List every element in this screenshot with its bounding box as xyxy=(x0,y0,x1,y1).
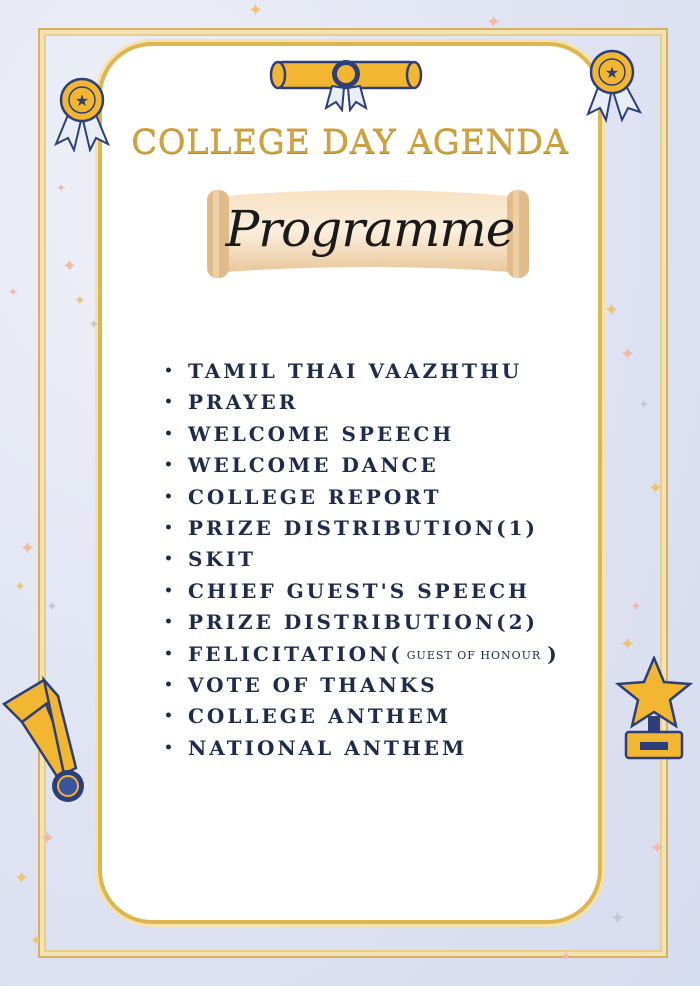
sparkle-icon: ✦ xyxy=(14,868,30,889)
sparkle-icon: ✦ xyxy=(604,300,620,321)
bullet-icon: • xyxy=(164,363,173,379)
bullet-icon: • xyxy=(164,582,173,599)
bullet-icon: • xyxy=(164,519,173,536)
sparkle-icon: ✦ xyxy=(46,599,58,615)
sparkle-icon: ✦ xyxy=(56,181,67,195)
agenda-item xyxy=(162,387,602,418)
sparkle-icon: ✦ xyxy=(14,579,26,595)
svg-text:★: ★ xyxy=(74,91,90,110)
sparkle-icon: ✦ xyxy=(620,344,636,365)
sparkle-icon: ✦ xyxy=(610,908,626,929)
sparkle-icon: ✦ xyxy=(638,397,650,413)
sparkle-icon: ✦ xyxy=(486,12,502,33)
agenda-item xyxy=(162,639,602,670)
bullet-icon: • xyxy=(164,739,173,756)
sparkle-icon: ✦ xyxy=(30,933,42,949)
agenda-item-label: TAMIL THAI VAAZHTHU xyxy=(188,359,523,383)
agenda-item-label: PRAYER xyxy=(188,390,299,415)
agenda-item xyxy=(162,419,602,450)
agenda-item-suffix: ) xyxy=(547,641,560,666)
agenda-item-label: COLLEGE ANTHEM xyxy=(188,704,451,729)
sparkle-icon: ✦ xyxy=(8,285,19,299)
agenda-item-label: PRIZE DISTRIBUTION(1) xyxy=(188,515,538,540)
sparkle-icon: ✦ xyxy=(20,538,36,559)
bullet-icon: • xyxy=(164,394,173,411)
bullet-icon: • xyxy=(164,488,173,505)
diploma-scroll-icon xyxy=(268,50,424,112)
agenda-item-label: PRIZE DISTRIBUTION(2) xyxy=(188,610,538,635)
programme-heading: Programme xyxy=(225,200,515,258)
agenda-item xyxy=(162,607,602,638)
agenda-list xyxy=(162,356,602,764)
sparkle-icon: ✦ xyxy=(74,293,86,309)
bullet-icon: • xyxy=(164,425,173,442)
sparkle-icon: ✦ xyxy=(648,478,664,499)
agenda-item xyxy=(162,450,602,481)
svg-text:★: ★ xyxy=(604,63,620,82)
sparkle-icon: ✦ xyxy=(620,634,636,655)
bullet-icon: • xyxy=(164,551,173,568)
sparkle-icon: ✦ xyxy=(248,0,264,21)
agenda-item xyxy=(162,670,602,701)
agenda-item-label: VOTE OF THANKS xyxy=(188,672,438,697)
rosette-badge-icon xyxy=(580,48,644,124)
bullet-icon: • xyxy=(164,708,173,725)
agenda-item xyxy=(162,701,602,732)
bullet-icon: • xyxy=(164,676,173,693)
bullet-icon: • xyxy=(164,457,173,474)
agenda-item xyxy=(162,733,602,764)
agenda-item-label: CHIEF GUEST'S SPEECH xyxy=(188,578,530,603)
sparkle-icon: ✦ xyxy=(40,828,56,849)
agenda-item xyxy=(162,544,602,575)
agenda-item xyxy=(162,576,602,607)
agenda-item xyxy=(162,513,602,544)
agenda-item-label: COLLEGE REPORT xyxy=(188,484,442,509)
agenda-item-label: FELICITATION( xyxy=(188,641,403,666)
agenda-item-label: WELCOME DANCE xyxy=(188,453,439,478)
bullet-icon: • xyxy=(164,645,173,662)
agenda-item xyxy=(162,482,602,513)
sparkle-icon: ✦ xyxy=(560,949,572,965)
medal-icon xyxy=(0,674,96,810)
sparkle-icon: ✦ xyxy=(88,317,100,333)
agenda-item-note: GUEST OF HONOUR xyxy=(406,648,542,662)
page-title: COLLEGE DAY AGENDA xyxy=(131,122,569,162)
star-trophy-icon xyxy=(608,656,700,764)
sparkle-icon: ✦ xyxy=(630,599,642,615)
agenda-item-label: WELCOME SPEECH xyxy=(188,421,455,446)
sparkle-icon: ✦ xyxy=(62,256,78,277)
agenda-item xyxy=(162,356,602,387)
bullet-icon: • xyxy=(164,614,173,631)
sparkle-icon: ✦ xyxy=(650,838,666,859)
agenda-item-label: NATIONAL ANTHEM xyxy=(188,735,468,760)
agenda-item-label: SKIT xyxy=(188,547,257,572)
